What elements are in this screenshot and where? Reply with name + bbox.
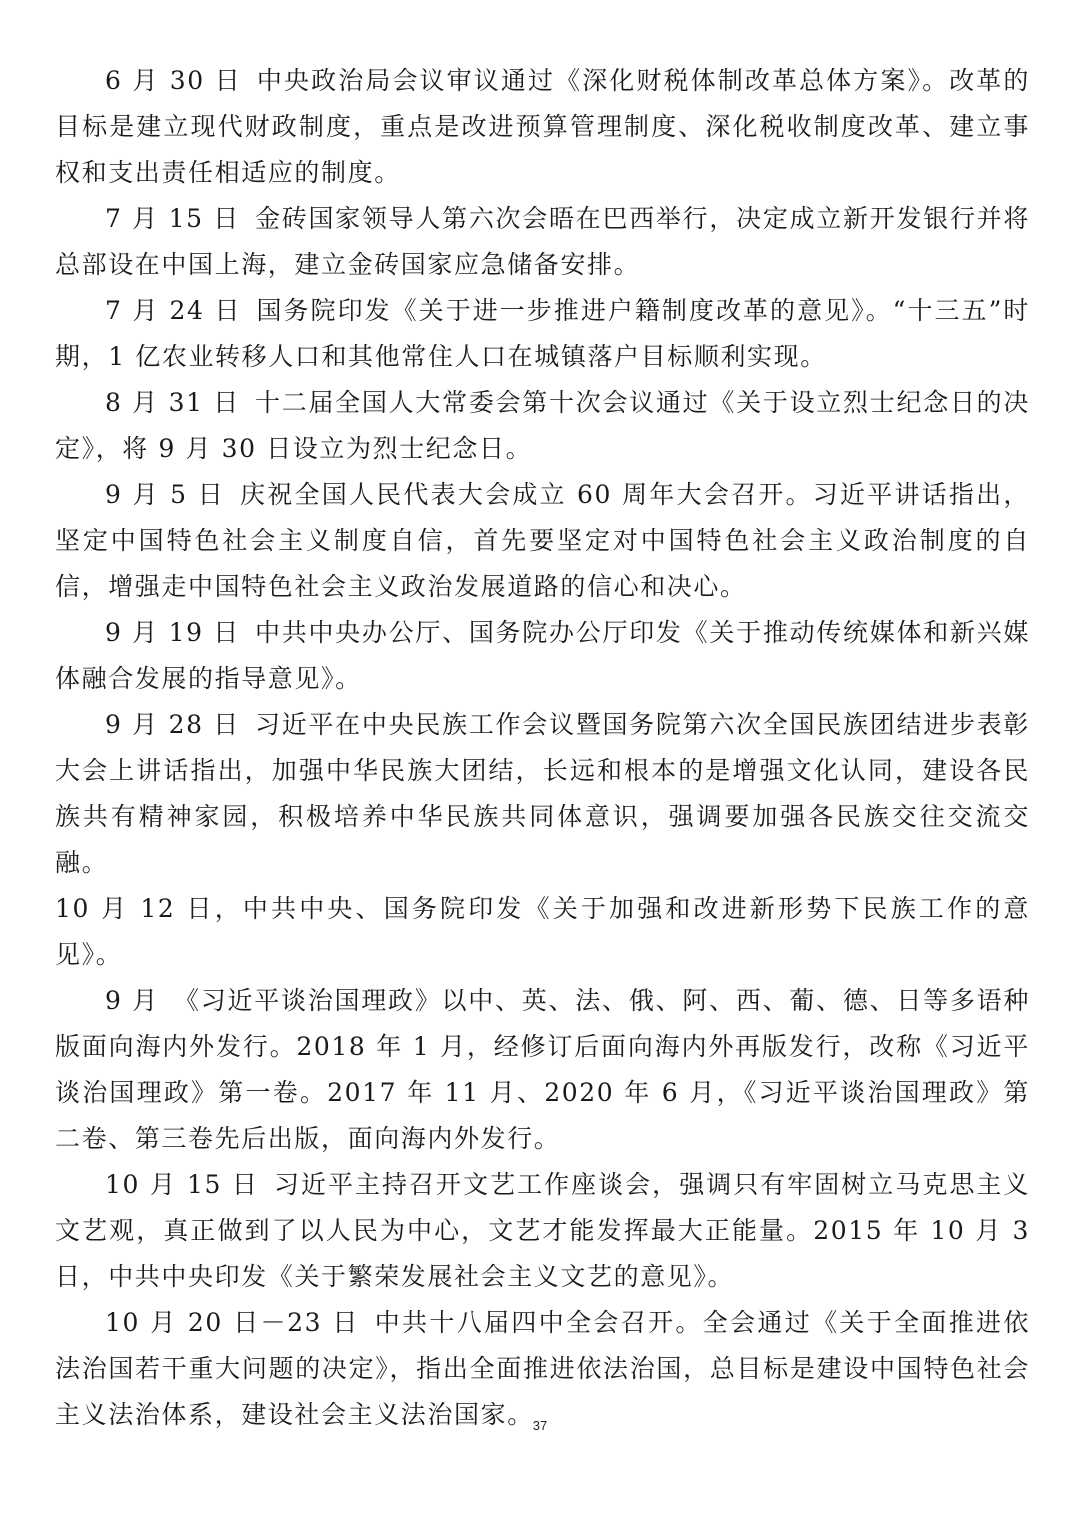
entry-date: 6 月 30 日 xyxy=(105,66,242,95)
page-number: 37 xyxy=(532,1418,548,1433)
entry-text: 习近平主持召开文艺工作座谈会，强调只有牢固树立马克思主义文艺观，真正做到了以人民为中心，文艺才能发挥最大正能量。2015 年 10 月 3 日，中共中央印发《关于繁荣发展社会主义文艺的意见》。 xyxy=(55,1170,1030,1291)
entry-0630 xyxy=(55,58,1030,196)
entry-date: 7 月 24 日 xyxy=(105,296,242,325)
entry-09 xyxy=(55,978,1030,1162)
entry-0715 xyxy=(55,196,1030,288)
entry-date: 9 月 28 日 xyxy=(105,710,240,739)
entry-0928 xyxy=(55,702,1030,886)
entry-text: 十二届全国人大常委会第十次会议通过《关于设立烈士纪念日的决定》，将 9 月 30 日设立为烈士纪念日。 xyxy=(55,388,1030,463)
entry-date: 10 月 20 日－23 日 xyxy=(105,1308,360,1337)
entry-1015 xyxy=(55,1162,1030,1300)
entry-text: 习近平在中央民族工作会议暨国务院第六次全国民族团结进步表彰大会上讲话指出，加强中华民族大团结，长远和根本的是增强文化认同，建设各民族共有精神家园，积极培养中华民族共同体意识，强调要加强各民族交往交流交融。 xyxy=(55,710,1030,877)
entry-0831 xyxy=(55,380,1030,472)
entry-date: 9 月 xyxy=(105,986,159,1015)
entry-date: 10 月 15 日 xyxy=(105,1170,259,1199)
entry-text: 中共中央办公厅、国务院办公厅印发《关于推动传统媒体和新兴媒体融合发展的指导意见》。 xyxy=(55,618,1030,693)
entry-0919 xyxy=(55,610,1030,702)
entry-1012-continuation xyxy=(55,886,1030,978)
entry-text: 庆祝全国人民代表大会成立 60 周年大会召开。习近平讲话指出，坚定中国特色社会主义制度自信，首先要坚定对中国特色社会主义政治制度的自信，增强走中国特色社会主义政治发展道路的信心和决心。 xyxy=(55,480,1030,601)
entry-date: 7 月 15 日 xyxy=(105,204,240,233)
entry-text: 金砖国家领导人第六次会晤在巴西举行，决定成立新开发银行并将总部设在中国上海，建立金砖国家应急储备安排。 xyxy=(55,204,1030,279)
page-body xyxy=(55,58,1030,1438)
entry-text: 国务院印发《关于进一步推进户籍制度改革的意见》。“十三五”时期，1 亿农业转移人口和其他常住人口在城镇落户目标顺利实现。 xyxy=(55,296,1030,371)
entry-text: 中央政治局会议审议通过《深化财税体制改革总体方案》。改革的目标是建立现代财政制度，重点是改进预算管理制度、深化税收制度改革、建立事权和支出责任相适应的制度。 xyxy=(55,66,1031,187)
entry-date: 9 月 19 日 xyxy=(105,618,240,647)
entry-text: 《习近平谈治国理政》以中、英、法、俄、阿、西、葡、德、日等多语种版面向海内外发行。2018 年 1 月，经修订后面向海内外再版发行，改称《习近平谈治国理政》第一卷。2017 年 11 月、2020 年 6 月，《习近平谈治国理政》第二卷、第三卷先后出版，面向海内外发行。 xyxy=(55,986,1031,1153)
entry-0905 xyxy=(55,472,1030,610)
entry-text: 中共十八届四中全会召开。全会通过《关于全面推进依法治国若干重大问题的决定》，指出全面推进依法治国，总目标是建设中国特色社会主义法治体系，建设社会主义法治国家。 xyxy=(55,1308,1030,1429)
entry-date: 8 月 31 日 xyxy=(105,388,240,417)
entry-text: 10 月 12 日，中共中央、国务院印发《关于加强和改进新形势下民族工作的意见》。 xyxy=(55,894,1030,969)
entry-0724 xyxy=(55,288,1030,380)
entry-date: 9 月 5 日 xyxy=(105,480,226,509)
